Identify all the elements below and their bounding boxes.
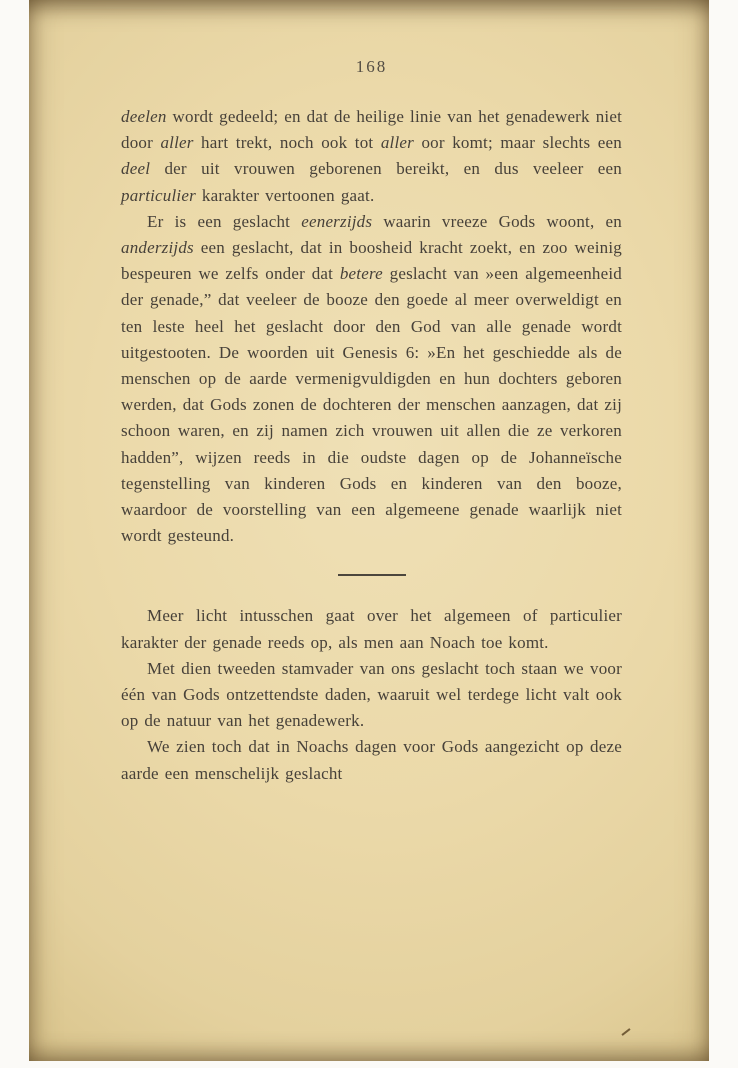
- text-run: We zien toch dat in Noachs dagen voor Gods aangezicht op deze aarde een menschelijk geslacht: [121, 737, 622, 783]
- text-run: deel: [121, 159, 151, 179]
- text-run: particulier: [121, 185, 196, 205]
- text-run: Met dien tweeden stamvader van ons geslacht toch staan we voor één van Gods ontzettendste daden, waaruit wel terdege licht valt ook op de natuur van het genadewerk.: [121, 658, 622, 731]
- section-divider: [338, 574, 406, 576]
- page-text: [121, 104, 622, 787]
- paragraph: [121, 104, 622, 209]
- page-column: [121, 0, 622, 787]
- text-run: geslacht van »een algemeenheid der genade,” dat veeleer de booze den goede al meer overweldigt en ten leste heel het geslacht door den God van alle genade wordt uitgestooten. De woorden uit Genesis 6: »En het geschiedde als de menschen op de aarde vermenigvuldigden en hun dochters geboren werden, dat Gods zonen de dochteren der menschen aanzagen, dat zij schoon waren, en zij namen zich vrouwen uit allen die ze verkoren hadden”, wijzen reeds in die oudste dagen op de Johanneïsche tegenstelling van kinderen Gods en kinderen van den booze, waardoor de voorstelling van een algemeene genade waarlijk niet wordt gesteund.: [121, 264, 622, 546]
- text-run: deelen: [121, 107, 167, 126]
- scan-artifact-mark: [621, 1028, 630, 1036]
- page-number: 168: [355, 57, 388, 76]
- paragraph: [121, 209, 622, 550]
- text-run: hart trekt, noch ook tot: [193, 133, 381, 153]
- text-run: eenerzijds: [301, 211, 373, 231]
- text-run: der uit vrouwen geborenen bereikt, en dus veeleer een: [150, 159, 622, 179]
- text-run: oor komt; maar slechts een: [413, 133, 622, 153]
- text-run: aller: [380, 133, 414, 153]
- text-run: Meer licht intusschen gaat over het algemeen of particulier karakter der genade reeds op, als men aan Noach toe komt.: [121, 606, 622, 652]
- text-run: een geslacht, dat in boosheid kracht zoekt, en zoo weinig bespeuren we zelfs onder dat: [121, 238, 622, 284]
- paragraph: [121, 734, 622, 786]
- paragraph: [121, 603, 622, 655]
- text-run: anderzijds: [121, 238, 194, 258]
- text-run: waarin vreeze Gods woont, en: [372, 211, 622, 231]
- text-run: wordt gedeeld; en dat de heilige linie van het genadewerk niet door: [121, 107, 622, 153]
- paragraph: [121, 656, 622, 735]
- text-run: karakter vertoonen gaat.: [195, 185, 375, 205]
- text-run: Er is een geslacht: [147, 211, 302, 231]
- text-run: aller: [160, 133, 194, 153]
- paper-sheet: [29, 0, 709, 1061]
- text-run: betere: [339, 264, 383, 284]
